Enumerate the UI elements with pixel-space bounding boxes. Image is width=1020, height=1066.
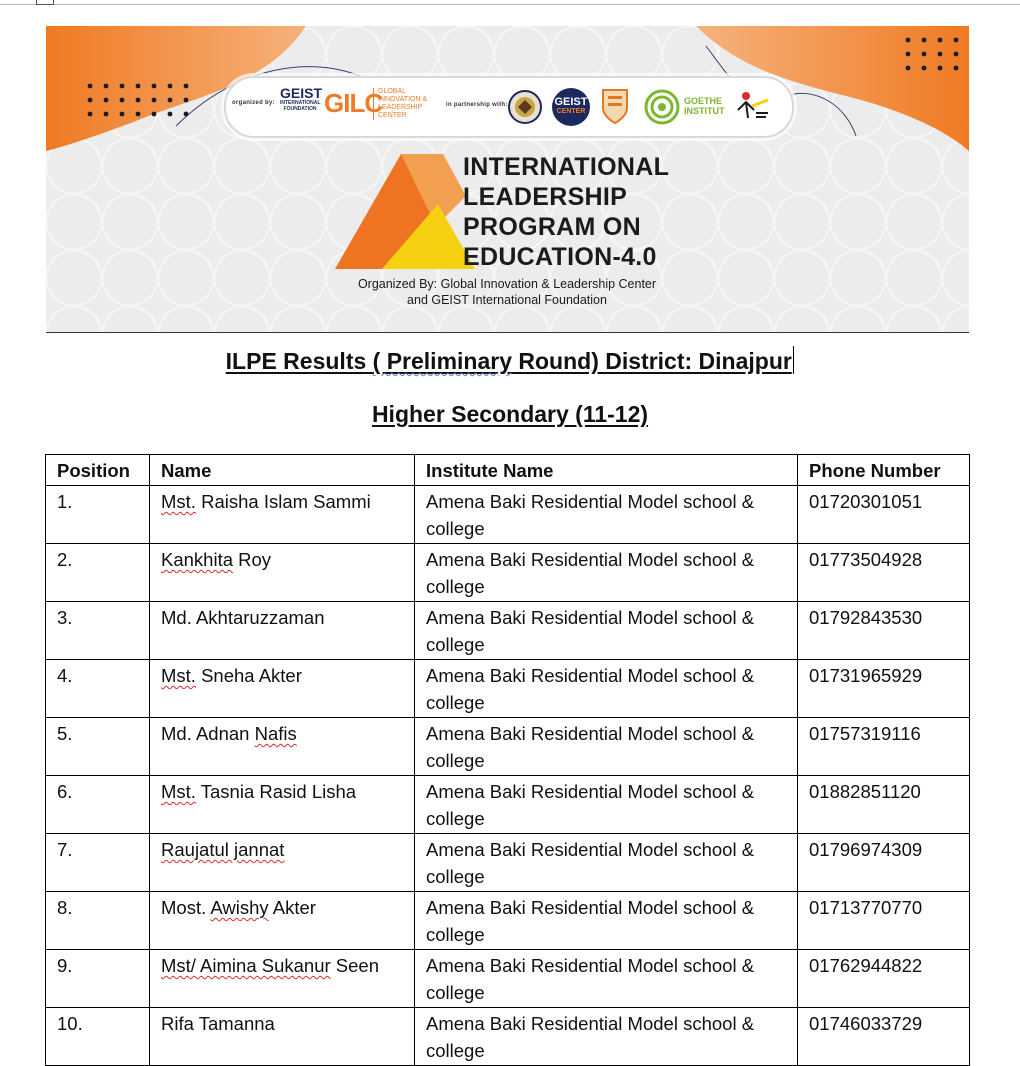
column-header-position: Position xyxy=(46,455,150,486)
position-cell: 3. xyxy=(46,602,150,660)
table-row xyxy=(46,776,970,834)
name-cell: Most. Awishy Akter xyxy=(150,892,415,950)
phone-cell: 01796974309 xyxy=(798,834,970,892)
position-cell: 4. xyxy=(46,660,150,718)
name-cell: Mst/ Aimina Sukanur Seen xyxy=(150,950,415,1008)
institute-cell: Amena Baki Residential Model school & college xyxy=(415,892,798,950)
partnership-label: in partnership with: xyxy=(446,102,508,108)
table-row xyxy=(46,1008,970,1066)
table-row xyxy=(46,892,970,950)
organizer-credit: Organized By: Global Innovation & Leadership Center and GEIST International Foundation xyxy=(357,277,657,307)
column-header-phone: Phone Number xyxy=(798,455,970,486)
gilc-full-name: GLOBAL INNOVATION & LEADERSHIP CENTER xyxy=(373,88,448,120)
institute-cell: Amena Baki Residential Model school & college xyxy=(415,1008,798,1066)
organized-by-label: organized by: xyxy=(232,100,275,106)
phone-cell: 01762944822 xyxy=(798,950,970,1008)
geist-center-logo: GEIST CENTER xyxy=(552,88,590,126)
spellcheck-mark: Awishy xyxy=(210,897,269,918)
position-cell: 9. xyxy=(46,950,150,1008)
table-row xyxy=(46,834,970,892)
spellcheck-mark: Mst. xyxy=(161,665,196,686)
table-row xyxy=(46,602,970,660)
phone-cell: 01882851120 xyxy=(798,776,970,834)
table-row xyxy=(46,950,970,1008)
results-title[interactable]: ILPE Results ( Preliminary Round) District: Dinajpur xyxy=(0,346,1020,375)
title-grammar-mark: ( Preliminary xyxy=(372,348,512,374)
sponsor-logos-strip xyxy=(224,76,794,138)
name-cell xyxy=(150,834,415,892)
phone-cell: 01713770770 xyxy=(798,892,970,950)
position-cell: 10. xyxy=(46,1008,150,1066)
spellcheck-mark: Raujatul jannat xyxy=(161,839,285,860)
banner-divider xyxy=(46,332,969,333)
goethe-institut-name: GOETHE INSTITUT xyxy=(684,96,725,116)
phone-cell: 01773504928 xyxy=(798,544,970,602)
name-cell: Md. Adnan Nafis xyxy=(150,718,415,776)
position-cell: 8. xyxy=(46,892,150,950)
institute-cell: Amena Baki Residential Model school & college xyxy=(415,834,798,892)
page-top-border xyxy=(0,4,1020,5)
position-cell: 6. xyxy=(46,776,150,834)
column-header-institute: Institute Name xyxy=(415,455,798,486)
spellcheck-mark: Mst. xyxy=(161,491,196,512)
position-cell: 2. xyxy=(46,544,150,602)
page-corner-marker xyxy=(36,0,54,5)
position-cell: 1. xyxy=(46,486,150,544)
table-row xyxy=(46,486,970,544)
category-subtitle: Higher Secondary (11-12) xyxy=(371,401,649,427)
partner-school-icon xyxy=(734,88,772,126)
spellcheck-mark: Nafis xyxy=(254,723,297,744)
phone-cell: 01792843530 xyxy=(798,602,970,660)
name-cell: Mst. Tasnia Rasid Lisha xyxy=(150,776,415,834)
table-row xyxy=(46,718,970,776)
position-cell: 7. xyxy=(46,834,150,892)
institute-cell: Amena Baki Residential Model school & college xyxy=(415,776,798,834)
institute-cell: Amena Baki Residential Model school & college xyxy=(415,718,798,776)
goethe-institut-icon xyxy=(644,89,680,125)
name-cell: Md. Akhtaruzzaman xyxy=(150,602,415,660)
event-banner xyxy=(46,26,969,332)
name-cell: Rifa Tamanna xyxy=(150,1008,415,1066)
text-cursor xyxy=(793,346,795,374)
spellcheck-mark: Kankhita xyxy=(161,549,233,570)
table-header-row xyxy=(46,455,970,486)
table-row xyxy=(46,660,970,718)
institute-cell: Amena Baki Residential Model school & college xyxy=(415,544,798,602)
name-cell: Kankhita Roy xyxy=(150,544,415,602)
institute-cell: Amena Baki Residential Model school & college xyxy=(415,602,798,660)
university-crest-icon xyxy=(600,86,630,126)
name-cell: Mst. Sneha Akter xyxy=(150,660,415,718)
program-title: INTERNATIONAL LEADERSHIP PROGRAM ON EDUCATION-4.0 xyxy=(463,153,670,271)
institute-cell: Amena Baki Residential Model school & college xyxy=(415,950,798,1008)
phone-cell: 01731965929 xyxy=(798,660,970,718)
name-cell: Mst. Raisha Islam Sammi xyxy=(150,486,415,544)
position-cell: 5. xyxy=(46,718,150,776)
spellcheck-mark: Mst. xyxy=(161,781,196,802)
spellcheck-mark: Mst/ Aimina Sukanur xyxy=(161,955,331,976)
phone-cell: 01757319116 xyxy=(798,718,970,776)
institute-cell: Amena Baki Residential Model school & college xyxy=(415,660,798,718)
results-table xyxy=(45,454,970,1066)
us-state-seal-icon xyxy=(508,90,542,124)
phone-cell: 01746033729 xyxy=(798,1008,970,1066)
table-row xyxy=(46,544,970,602)
geist-foundation-logo: GEIST INTERNATIONAL FOUNDATION xyxy=(280,85,323,112)
gilc-logo: GILC xyxy=(324,88,383,118)
column-header-name: Name xyxy=(150,455,415,486)
phone-cell: 01720301051 xyxy=(798,486,970,544)
institute-cell: Amena Baki Residential Model school & college xyxy=(415,486,798,544)
